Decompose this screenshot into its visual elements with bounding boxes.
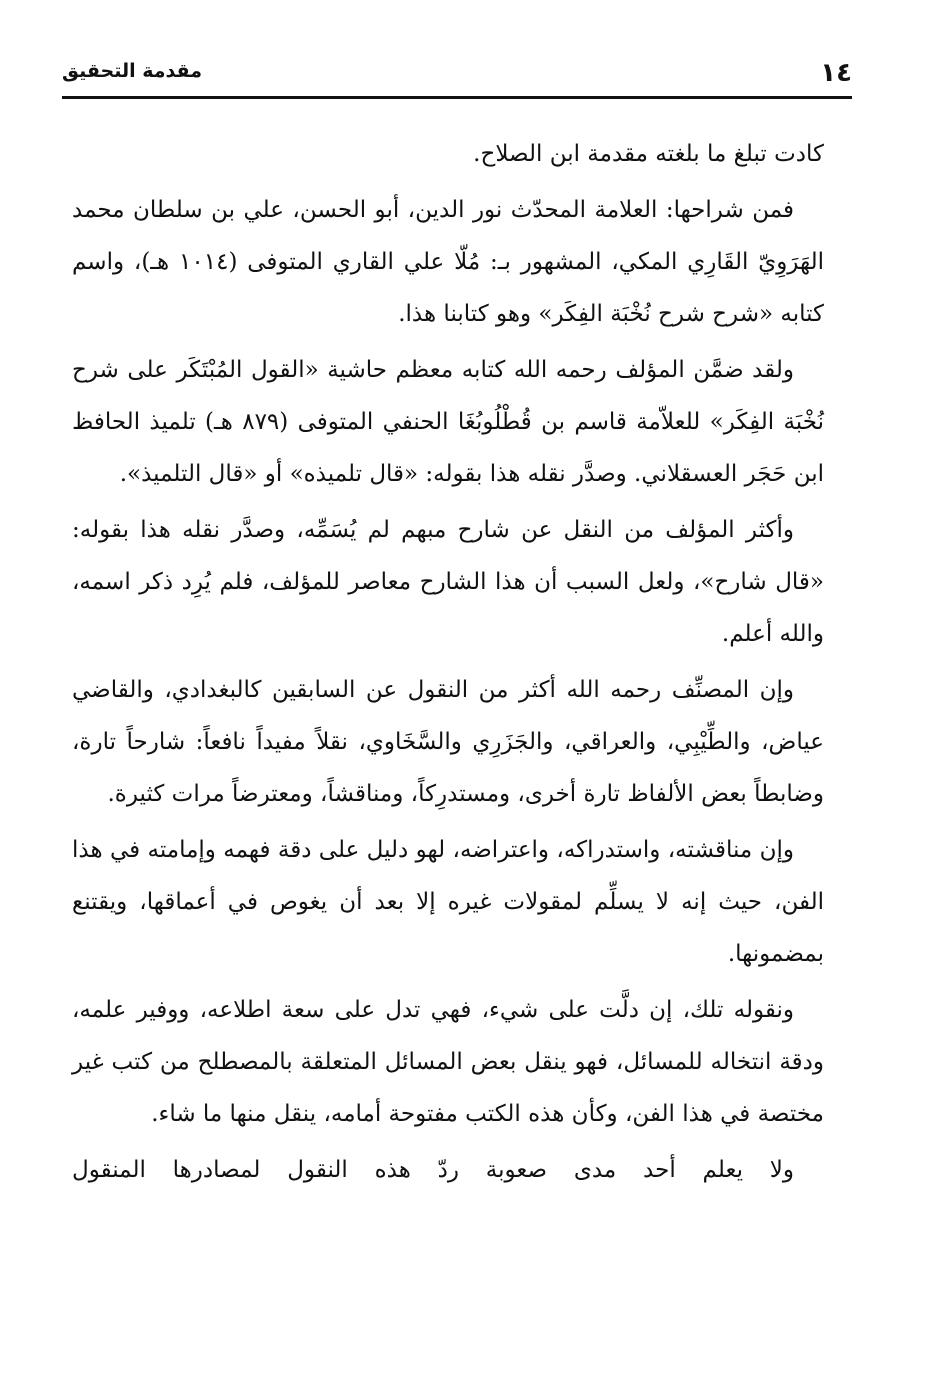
paragraph: فمن شراحها: العلامة المحدّث نور الدين، أبو الحسن، علي بن سلطان محمد الهَرَوِيّ القَارِي المكي، المشهور بـ: مُلّا علي القاري المتوفى (١٠١٤ هـ)، واسم كتابه «شرح شرح نُخْبَة الفِكَر» وهو كتابنا هذا. <box>72 197 824 327</box>
page-number: ١٤ <box>820 58 852 88</box>
paragraph: ولقد ضمَّن المؤلف رحمه الله كتابه معظم حاشية «القول المُبْتَكَر على شرح نُخْبَة الفِكَر» للعلاّمة قاسم بن قُطْلُوبُغَا الحنفي المتوفى (٨٧٩ هـ) تلميذ الحافظ ابن حَجَر العسقلاني. وصدَّر نقله هذا بقوله: «قال تلميذه» أو «قال التلميذ». <box>72 357 824 487</box>
body-text <box>72 128 824 1200</box>
page-header <box>62 54 852 99</box>
paragraph: ونقوله تلك، إن دلَّت على شيء، فهي تدل على سعة اطلاعه، ووفير علمه، ودقة انتخاله للمسائل، فهو ينقل بعض المسائل المتعلقة بالمصطلح من كتب غير مختصة في هذا الفن، وكأن هذه الكتب مفتوحة أمامه، ينقل منها ما شاء. <box>72 997 824 1127</box>
paragraph: وأكثر المؤلف من النقل عن شارح مبهم لم يُسَمِّه، وصدَّر نقله هذا بقوله: «قال شارح»، ولعل السبب أن هذا الشارح معاصر للمؤلف، فلم يُرِد ذكر اسمه، والله أعلم. <box>72 517 824 647</box>
paragraph: وإن المصنِّف رحمه الله أكثر من النقول عن السابقين كالبغدادي، والقاضي عياض، والطِّيْبِي، والعراقي، والجَزَرِي والسَّخَاوي، نقلاً مفيداً نافعاً: شارحاً تارة، وضابطاً بعض الألفاظ تارة أخرى، ومستدرِكاً، ومناقشاً، ومعترضاً مرات كثيرة. <box>72 677 824 807</box>
paragraph: كادت تبلغ ما بلغته مقدمة ابن الصلاح. <box>473 141 824 167</box>
paragraph: وإن مناقشته، واستدراكه، واعتراضه، لهو دليل على دقة فهمه وإمامته في هذا الفن، حيث إنه لا يسلِّم لمقولات غيره إلا بعد أن يغوص في أعماقها، ويقتنع بمضمونها. <box>72 837 824 967</box>
running-title: مقدمة التحقيق <box>62 60 202 82</box>
paragraph: ولا يعلم أحد مدى صعوبة ردّ هذه النقول لمصادرها المنقول <box>72 1157 794 1183</box>
